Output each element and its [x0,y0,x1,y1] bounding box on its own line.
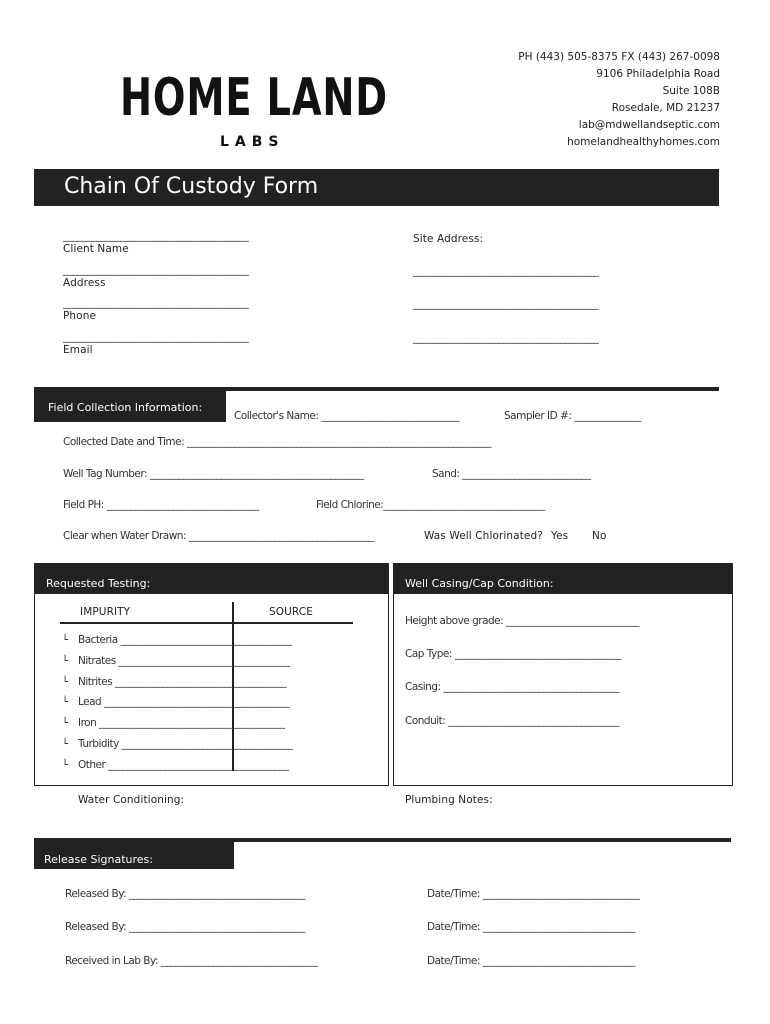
requested-testing-heading: Requested Testing: [46,577,151,590]
phone-line[interactable]: _______________________________________ [63,297,249,309]
field-collection-heading: Field Collection Information: [48,401,203,414]
checkbox-iron[interactable]: └ [62,718,69,729]
cap-type-field[interactable]: Cap Type: ___________________________________ [405,648,622,660]
received-in-lab-field[interactable]: Received in Lab By: _________________________________ [65,955,318,967]
site-address-line-3[interactable]: _______________________________________ [413,332,599,344]
date-time-2-field[interactable]: Date/Time: ________________________________ [427,921,635,933]
client-name-label: Client Name [63,243,129,255]
contact-city: Rosedale, MD 21237 [611,102,720,114]
test-item-other[interactable]: Other ______________________________________ [78,759,289,771]
checkbox-bacteria[interactable]: └ [62,635,69,646]
casing-field[interactable]: Casing: _____________________________________ [405,681,620,693]
test-item-nitrates[interactable]: Nitrates ____________________________________ [78,655,290,667]
impurity-column-header: IMPURITY [80,606,131,618]
form-title: Chain Of Custody Form [64,174,319,199]
collector-name-field[interactable]: Collector's Name: _____________________________ [234,410,459,422]
site-address-label: Site Address: [413,233,484,245]
site-address-line-1[interactable]: _______________________________________ [413,265,599,277]
logo-text: HOME LAND [120,68,388,128]
address-label: Address [63,277,106,289]
test-item-bacteria[interactable]: Bacteria ____________________________________ [78,634,292,646]
contact-email: lab@mdwellandseptic.com [578,119,720,131]
checkbox-turbidity[interactable]: └ [62,739,69,750]
checkbox-lead[interactable]: └ [62,697,69,708]
collected-date-field[interactable]: Collected Date and Time: ________________________________________________________________ [63,436,491,448]
contact-street: 9106 Philadelphia Road [596,68,720,80]
address-line[interactable]: _______________________________________ [63,264,249,276]
testing-header-rule [60,622,353,624]
released-by-2-field[interactable]: Released By: _____________________________________ [65,921,305,933]
plumbing-notes-label: Plumbing Notes: [405,794,493,806]
contact-phone: PH (443) 505-8375 FX (443) 267-0098 [518,51,720,63]
chlorinated-yes-option[interactable]: Yes [551,530,569,542]
field-chlorine-field[interactable]: Field Chlorine:__________________________________ [316,499,545,511]
contact-suite: Suite 108B [662,85,720,97]
well-casing-heading: Well Casing/Cap Condition: [405,577,554,590]
email-label: Email [63,344,93,356]
release-heading: Release Signatures: [44,853,153,866]
client-name-line[interactable]: _______________________________________ [63,230,249,242]
sand-field[interactable]: Sand: ___________________________ [432,468,591,480]
sampler-id-field[interactable]: Sampler ID #: ______________ [504,410,641,422]
well-tag-field[interactable]: Well Tag Number: _____________________________________________ [63,468,364,480]
checkbox-other[interactable]: └ [62,760,69,771]
conduit-field[interactable]: Conduit: ____________________________________ [405,715,620,727]
checkbox-nitrates[interactable]: └ [62,656,69,667]
contact-website: homelandhealthyhomes.com [567,136,720,148]
site-address-line-2[interactable]: _______________________________________ [413,298,599,310]
chlorinated-no-option[interactable]: No [592,530,607,542]
date-time-3-field[interactable]: Date/Time: ________________________________ [427,955,635,967]
checkbox-nitrites[interactable]: └ [62,677,69,688]
clear-water-field[interactable]: Clear when Water Drawn: _______________________________________ [63,530,375,542]
source-column-header: SOURCE [269,606,313,618]
released-by-1-field[interactable]: Released By: _____________________________________ [65,888,305,900]
test-item-iron[interactable]: Iron _______________________________________ [78,717,285,729]
phone-label: Phone [63,310,97,322]
height-above-grade-field[interactable]: Height above grade: ____________________________ [405,615,639,627]
test-item-turbidity[interactable]: Turbidity ____________________________________ [78,738,293,750]
field-ph-field[interactable]: Field PH: ________________________________ [63,499,259,511]
test-item-lead[interactable]: Lead _______________________________________ [78,696,290,708]
date-time-1-field[interactable]: Date/Time: _________________________________ [427,888,640,900]
email-line[interactable]: _______________________________________ [63,331,249,343]
water-conditioning-label: Water Conditioning: [78,794,185,806]
test-item-nitrites[interactable]: Nitrites ____________________________________ [78,676,287,688]
logo-subtext: LABS [220,134,285,150]
chlorinated-question: Was Well Chlorinated? [424,530,543,542]
